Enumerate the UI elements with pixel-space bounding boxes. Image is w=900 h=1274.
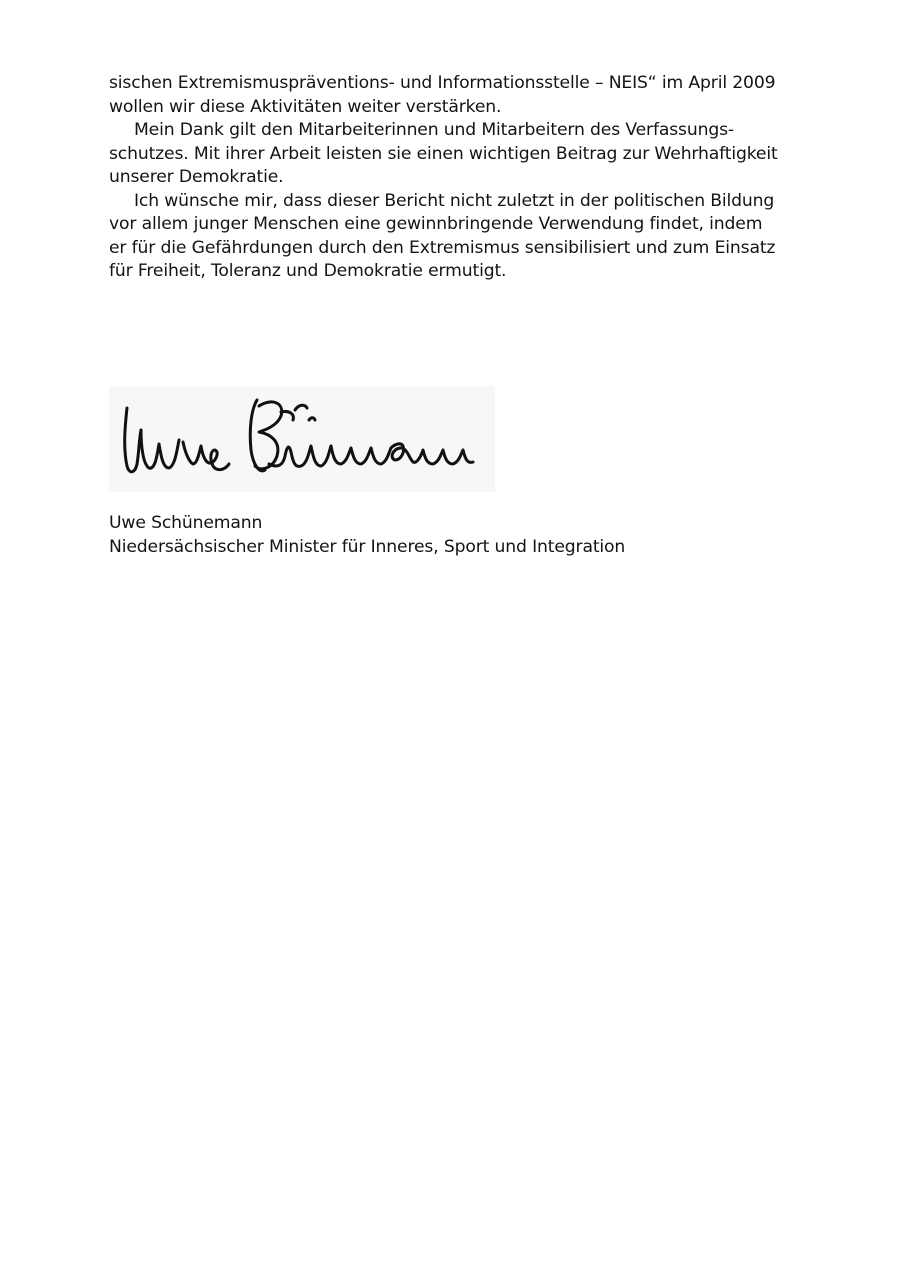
text-line: er für die Gefährdungen durch den Extremismus sensibilisiert und zum Einsatz (109, 237, 776, 258)
body-text (109, 72, 829, 284)
text-line: wollen wir diese Aktivitäten weiter verstärken. (109, 96, 502, 117)
signer-name: Uwe Schünemann (109, 513, 263, 533)
text-line: Ich wünsche mir, dass dieser Bericht nicht zuletzt in der politischen Bildung (134, 190, 775, 211)
text-line: schutzes. Mit ihrer Arbeit leisten sie einen wichtigen Beitrag zur Wehrhaftigkeit (109, 143, 778, 164)
text-line: für Freiheit, Toleranz und Demokratie ermutigt. (109, 261, 507, 281)
signer-title: Niedersächsischer Minister für Inneres, Sport und Integration (109, 537, 626, 557)
signature-image (109, 386, 495, 492)
text-line: unserer Demokratie. (109, 167, 284, 187)
text-line: vor allem junger Menschen eine gewinnbringende Verwendung findet, indem (109, 214, 763, 234)
text-line: Mein Dank gilt den Mitarbeiterinnen und Mitarbeitern des Verfassungs- (134, 120, 734, 140)
handwritten-signature (109, 386, 495, 492)
signer-block (109, 511, 625, 559)
text-line: sischen Extremismuspräventions- und Informationsstelle – NEIS“ im April 2009 (109, 73, 776, 93)
